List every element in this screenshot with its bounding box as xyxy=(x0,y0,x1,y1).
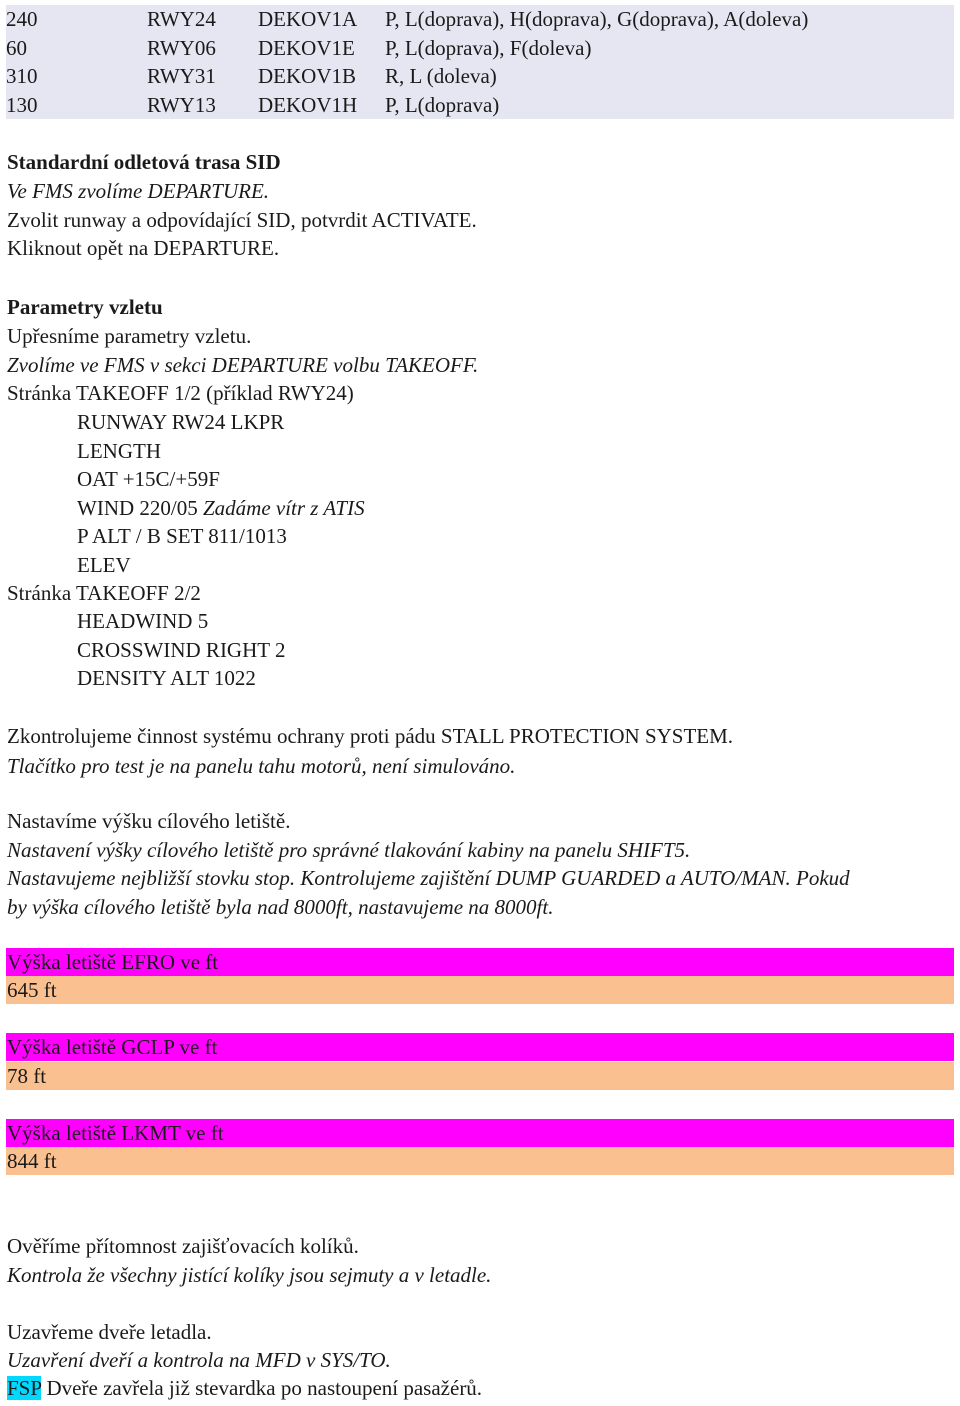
table-row xyxy=(6,5,954,34)
airport-label-bar: Výška letiště GCLP ve ft xyxy=(6,1033,954,1061)
takeoff-param: CROSSWIND RIGHT 2 xyxy=(77,638,286,662)
table-row xyxy=(6,91,954,120)
pins-step: Ověříme přítomnost zajišťovacích kolíků. xyxy=(7,1234,359,1258)
wind-note: Zadáme vítr z ATIS xyxy=(202,496,365,520)
takeoff-step: Upřesníme parametry vzletu. xyxy=(7,324,252,348)
runway-cell: RWY13 xyxy=(147,92,216,117)
wind-value: WIND 220/05 xyxy=(77,496,198,520)
dest-alt-note: Nastavení výšky cílového letiště pro správné tlakování kabiny na panelu SHIFT5. xyxy=(7,838,691,862)
doors-step: Uzavřeme dveře letadla. xyxy=(7,1320,212,1344)
table-row xyxy=(6,62,954,91)
stall-note: Tlačítko pro test je na panelu tahu motorů, není simulováno. xyxy=(7,754,516,778)
airport-value-bar: 645 ft xyxy=(6,976,954,1004)
takeoff-param: DENSITY ALT 1022 xyxy=(77,666,256,690)
takeoff-step: Zvolíme ve FMS v sekci DEPARTURE volbu TAKEOFF. xyxy=(7,353,479,377)
runway-cell: RWY06 xyxy=(147,35,216,60)
table-row xyxy=(6,34,954,63)
route-cell: P, L(doprava), F(doleva) xyxy=(385,35,592,60)
doors-note: Uzavření dveří a kontrola na MFD v SYS/TO. xyxy=(7,1348,391,1372)
airport-value-bar: 78 ft xyxy=(6,1062,954,1090)
pins-note: Kontrola že všechny jistící kolíky jsou sejmuty a v letadle. xyxy=(7,1263,492,1287)
heading-cell: 130 xyxy=(6,92,38,117)
sid-cell: DEKOV1E xyxy=(258,35,355,60)
sid-cell: DEKOV1A xyxy=(258,7,358,31)
doors-fsp-text: Dveře zavřela již stevardka po nastoupení pasažérů. xyxy=(46,1376,483,1400)
airport-label-bar: Výška letiště EFRO ve ft xyxy=(6,948,954,976)
dest-alt-note: by výška cílového letiště byla nad 8000ft, nastavujeme na 8000ft. xyxy=(7,895,554,919)
sid-step: Ve FMS zvolíme DEPARTURE. xyxy=(7,179,270,203)
runway-sid-table xyxy=(6,5,954,119)
takeoff-param: RUNWAY RW24 LKPR xyxy=(77,410,285,434)
runway-cell: RWY31 xyxy=(147,64,216,88)
sid-cell: DEKOV1H xyxy=(258,92,358,117)
heading-cell: 310 xyxy=(6,64,38,88)
takeoff-page2-title: Stránka TAKEOFF 2/2 xyxy=(7,581,201,605)
route-cell: R, L (doleva) xyxy=(385,64,497,88)
runway-cell: RWY24 xyxy=(147,7,216,31)
sid-heading: Standardní odletová trasa SID xyxy=(7,150,281,174)
takeoff-param: ELEV xyxy=(77,553,131,577)
sid-step: Zvolit runway a odpovídající SID, potvrdit ACTIVATE. xyxy=(7,208,477,232)
sid-step: Kliknout opět na DEPARTURE. xyxy=(7,236,280,260)
airport-value-bar: 844 ft xyxy=(6,1147,954,1175)
fsp-badge: FSP xyxy=(7,1376,42,1400)
takeoff-param: HEADWIND 5 xyxy=(77,609,209,633)
dest-alt-step: Nastavíme výšku cílového letiště. xyxy=(7,809,291,833)
doors-fsp-line xyxy=(7,1374,482,1402)
takeoff-param-wind xyxy=(77,494,365,522)
heading-cell: 60 xyxy=(6,35,27,60)
airport-label-bar: Výška letiště LKMT ve ft xyxy=(6,1119,954,1147)
takeoff-heading: Parametry vzletu xyxy=(7,295,163,319)
stall-step: Zkontrolujeme činnost systému ochrany proti pádu STALL PROTECTION SYSTEM. xyxy=(7,724,734,748)
route-cell: P, L(doprava), H(doprava), G(doprava), A(doleva) xyxy=(385,7,809,31)
dest-alt-note: Nastavujeme nejbližší stovku stop. Kontrolujeme zajištění DUMP GUARDED a AUTO/MAN. Pokud xyxy=(7,866,850,890)
takeoff-page1-title: Stránka TAKEOFF 1/2 (příklad RWY24) xyxy=(7,381,354,405)
takeoff-param: OAT +15C/+59F xyxy=(77,467,220,491)
sid-cell: DEKOV1B xyxy=(258,64,356,88)
route-cell: P, L(doprava) xyxy=(385,92,500,117)
takeoff-param: P ALT / B SET 811/1013 xyxy=(77,524,287,548)
takeoff-param: LENGTH xyxy=(77,439,161,463)
heading-cell: 240 xyxy=(6,7,38,31)
